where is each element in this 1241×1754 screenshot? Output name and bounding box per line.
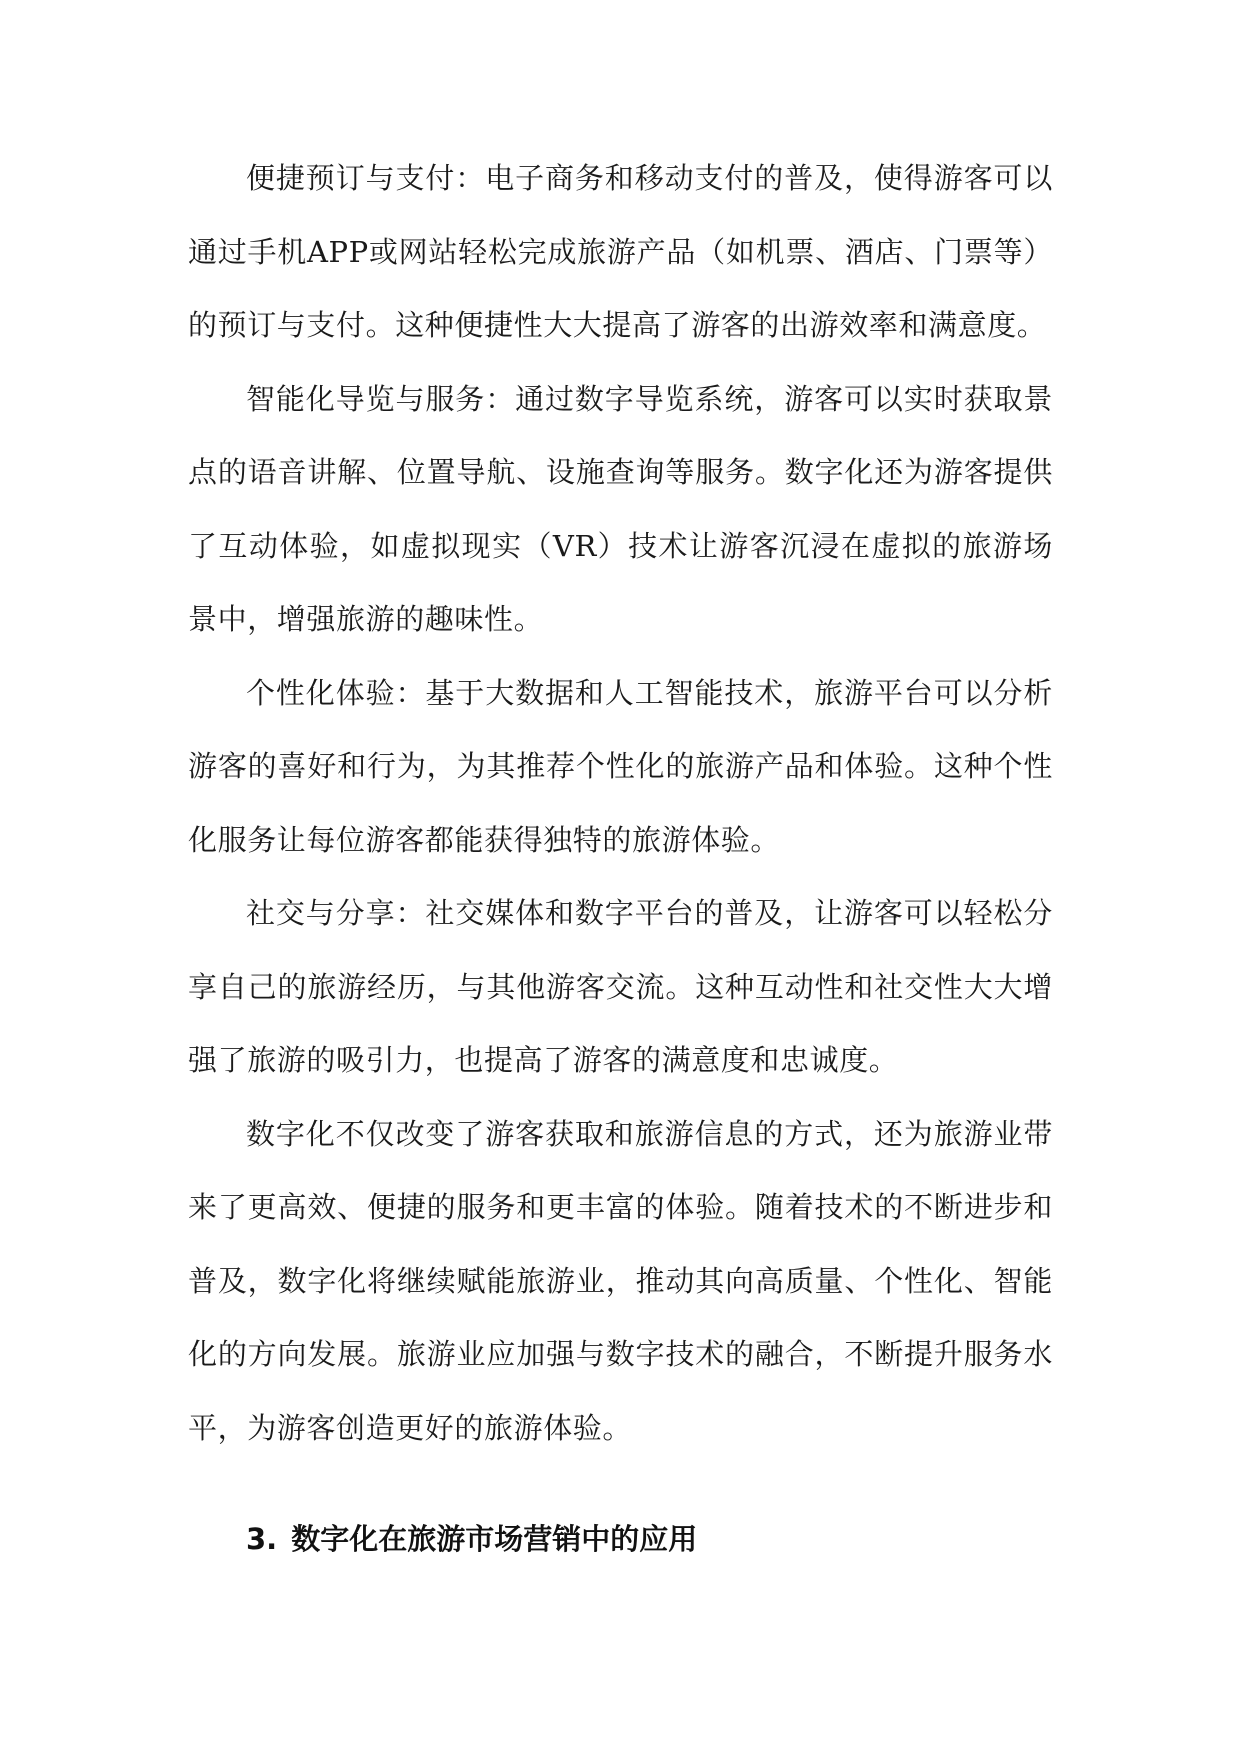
section-number: 3. [246,1522,278,1556]
paragraph-booking-payment: 便捷预订与支付：电子商务和移动支付的普及，使得游客可以通过手机APP或网站轻松完成旅游产品（如机票、酒店、门票等）的预订与支付。这种便捷性大大提高了游客的出游效率和满意度。 [188,161,1053,342]
section-title: 数字化在旅游市场营销中的应用 [291,1522,698,1556]
paragraph-smart-guide: 智能化导览与服务：通过数字导览系统，游客可以实时获取景点的语音讲解、位置导航、设施查询等服务。数字化还为游客提供了互动体验，如虚拟现实（VR）技术让游客沉浸在虚拟的旅游场景中，增强旅游的趣味性。 [188,381,1053,636]
paragraph-conclusion: 数字化不仅改变了游客获取和旅游信息的方式，还为旅游业带来了更高效、便捷的服务和更丰富的体验。随着技术的不断进步和普及，数字化将继续赋能旅游业，推动其向高质量、个性化、智能化的方向发展。旅游业应加强与数字技术的融合，不断提升服务水平，为游客创造更好的旅游体验。 [188,1116,1053,1445]
paragraph-social-sharing: 社交与分享：社交媒体和数字平台的普及，让游客可以轻松分享自己的旅游经历，与其他游客交流。这种互动性和社交性大大增强了旅游的吸引力，也提高了游客的满意度和忠诚度。 [188,896,1053,1077]
section-heading [246,1519,697,1559]
body-text [188,142,1053,1465]
paragraph-personalization: 个性化体验：基于大数据和人工智能技术，旅游平台可以分析游客的喜好和行为，为其推荐个性化的旅游产品和体验。这种个性化服务让每位游客都能获得独特的旅游体验。 [188,675,1053,857]
